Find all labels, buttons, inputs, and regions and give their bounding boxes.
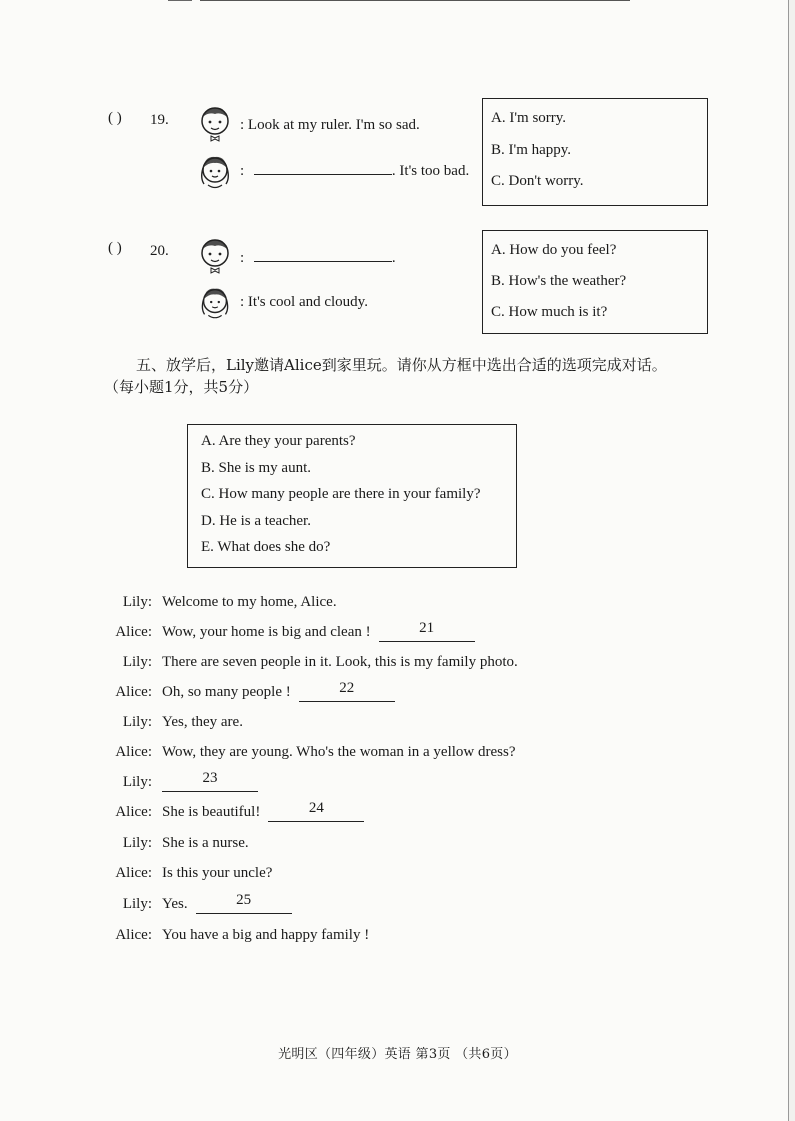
option-b: B. How's the weather? [491, 273, 627, 289]
option-e: E. What does she do? [201, 539, 331, 555]
utterance [162, 620, 475, 642]
answer-blank[interactable] [254, 174, 392, 175]
option-a: A. I'm sorry. [491, 110, 567, 126]
boy-face-icon [197, 104, 233, 142]
speaker: Alice: [115, 927, 152, 943]
answer-blank-22[interactable] [299, 680, 395, 702]
utterance [162, 680, 395, 702]
question-number: 20. [150, 243, 169, 259]
speech-end: . [391, 250, 396, 266]
answer-blank-24[interactable] [268, 800, 364, 822]
option-c: C. How much is it? [491, 304, 608, 320]
q19-options-box [482, 98, 708, 206]
speaker: Alice: [115, 804, 152, 820]
utterance: Wow, they are young. Who's the woman in a yellow dress? [162, 744, 516, 760]
question-number: 19. [150, 112, 169, 128]
boy-speech [240, 250, 396, 267]
speech-end: . It's too bad. [391, 163, 470, 179]
option-c: C. How many people are there in your family? [201, 486, 481, 502]
answer-blank[interactable] [254, 261, 392, 262]
answer-paren[interactable]: ( ) [108, 240, 122, 256]
answer-blank-23[interactable] [162, 770, 258, 792]
girl-face-icon [197, 284, 233, 322]
page-footer: 光明区（四年级）英语 第3页 （共6页） [278, 1047, 517, 1062]
blank-number: 21 [419, 620, 435, 636]
utterance-text: She is beautiful! [162, 804, 261, 820]
answer-blank-25[interactable] [196, 892, 292, 914]
girl-speech [240, 163, 469, 180]
scan-right-edge [788, 0, 795, 1121]
utterance: Welcome to my home, Alice. [162, 594, 337, 610]
option-d: D. He is a teacher. [201, 513, 311, 529]
answer-blank-21[interactable] [379, 620, 475, 642]
utterance: Is this your uncle? [162, 865, 273, 881]
speaker: Alice: [115, 865, 152, 881]
option-a: A. Are they your parents? [201, 433, 356, 449]
boy-face-icon [197, 236, 233, 274]
speaker: Lily: [122, 714, 152, 730]
utterance-text: Oh, so many people ! [162, 684, 291, 700]
answer-paren[interactable]: ( ) [108, 110, 122, 126]
speaker: Alice: [115, 624, 152, 640]
option-b: B. I'm happy. [491, 142, 572, 158]
q20-options-box [482, 230, 708, 334]
girl-face-icon [197, 152, 233, 192]
utterance: There are seven people in it. Look, this is my family photo. [162, 654, 518, 670]
speaker: Alice: [115, 684, 152, 700]
colon: : [240, 250, 245, 266]
boy-speech: : Look at my ruler. I'm so sad. [240, 117, 420, 133]
utterance: You have a big and happy family ! [162, 927, 370, 943]
utterance-text: Yes. [162, 896, 188, 912]
speaker: Lily: [122, 774, 152, 790]
utterance [162, 800, 364, 822]
blank-number: 25 [236, 892, 252, 908]
option-c: C. Don't worry. [491, 173, 584, 189]
utterance: She is a nurse. [162, 835, 249, 851]
speaker: Lily: [122, 896, 152, 912]
option-b: B. She is my aunt. [201, 460, 312, 476]
utterance: Yes, they are. [162, 714, 243, 730]
blank-number: 24 [308, 800, 324, 816]
section-5-options-box [187, 424, 517, 568]
section-5-instructions: 五、放学后，Lily邀请Alice到家里玩。请你从方框中选出合适的选项完成对话。（每小题1分，共5分） [104, 356, 667, 396]
option-a: A. How do you feel? [491, 242, 617, 258]
speaker: Lily: [122, 654, 152, 670]
colon: : [240, 163, 245, 179]
blank-number: 22 [339, 680, 355, 696]
speaker: Lily: [122, 835, 152, 851]
scan-top-edge [200, 0, 630, 1]
speaker: Lily: [122, 594, 152, 610]
utterance [162, 770, 258, 792]
speaker: Alice: [115, 744, 152, 760]
utterance-text: Wow, your home is big and clean ! [162, 624, 371, 640]
girl-speech: : It's cool and cloudy. [240, 294, 368, 310]
scan-mark [168, 0, 192, 5]
blank-number: 23 [202, 770, 218, 786]
utterance [162, 892, 292, 914]
